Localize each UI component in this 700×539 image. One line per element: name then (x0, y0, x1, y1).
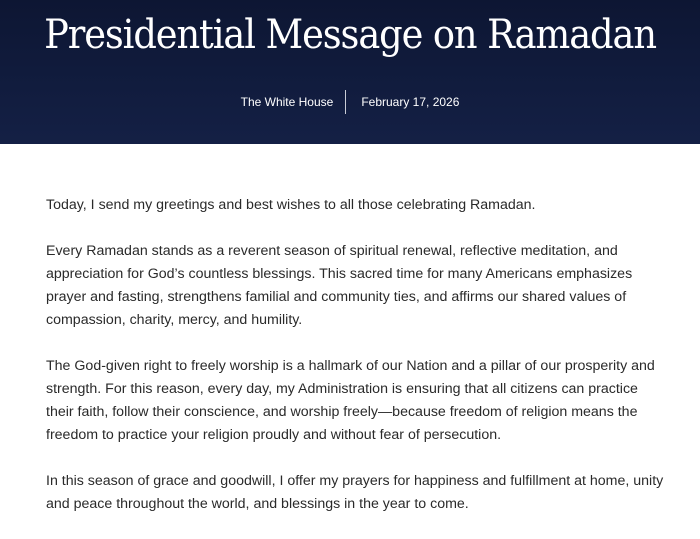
paragraph-1: Today, I send my greetings and best wishes to all those celebrating Ramadan. (46, 197, 536, 213)
article-body (46, 194, 666, 539)
paragraph-3: The God-given right to freely worship is a hallmark of our Nation and a pillar of our prosperity and strength. For this reason, every day, my Administration is ensuring that all citizens can practice their faith, follow their conscience, and worship freely—because freedom of religion means the freedom to practice your religion proudly and without fear of persecution. (46, 358, 655, 443)
paragraph-2: Every Ramadan stands as a reverent season of spiritual renewal, reflective meditation, and appreciation for God’s countless blessings. This sacred time for many Americans emphasizes prayer and fasting, strengthens familial and community ties, and affirms our shared values of compassion, charity, mercy, and humility. (46, 243, 633, 328)
page-title: Presidential Message on Ramadan (44, 12, 656, 58)
paragraph-4: In this season of grace and goodwill, I offer my prayers for happiness and fulfillment at home, unity and peace throughout the world, and blessings in the year to come. (46, 473, 664, 512)
article-meta (0, 88, 700, 116)
source-label: The White House (240, 95, 334, 109)
publish-date: February 17, 2026 (361, 95, 460, 109)
page-header (0, 0, 700, 144)
